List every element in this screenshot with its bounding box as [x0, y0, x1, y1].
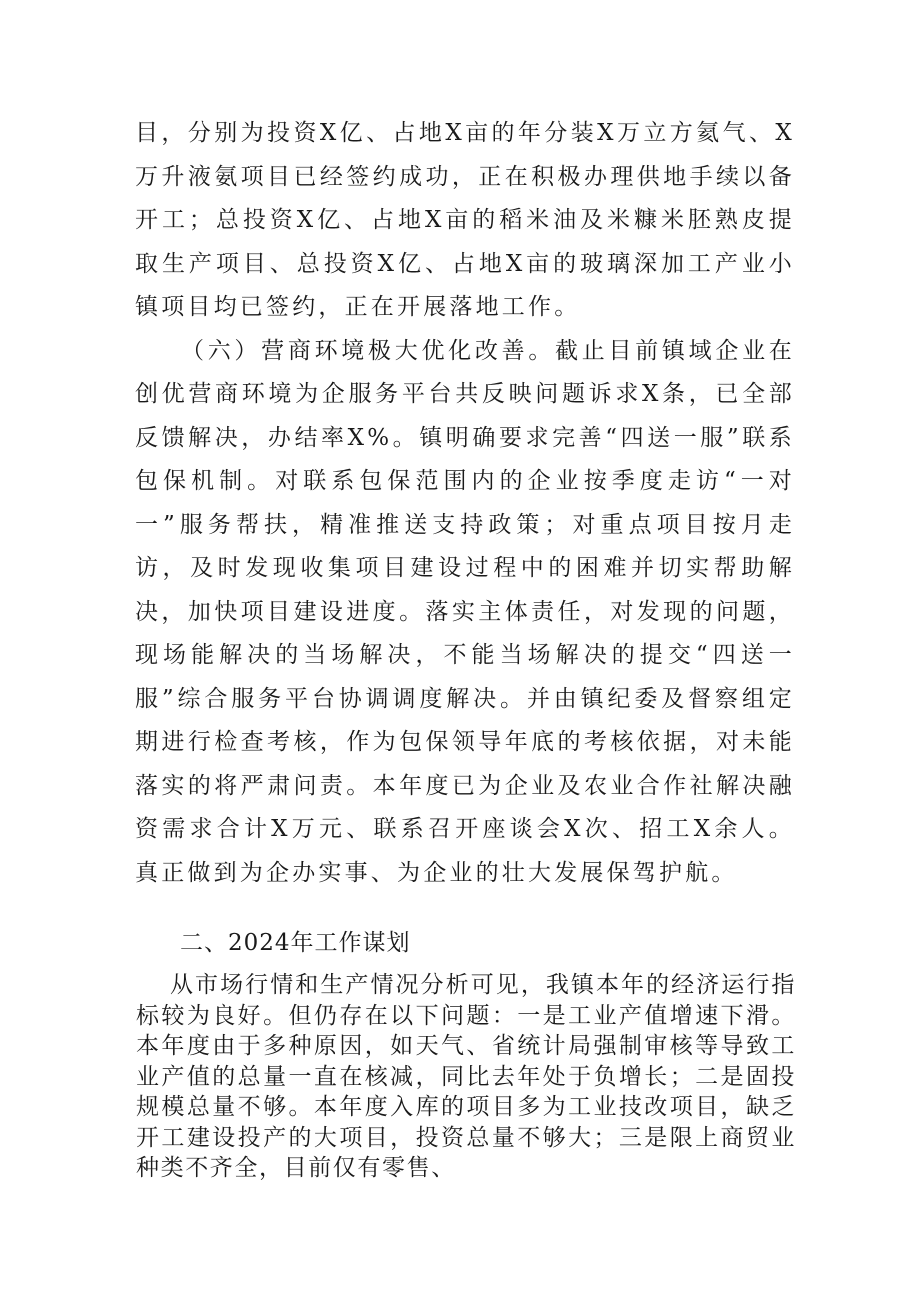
- body-text: [135, 112, 795, 895]
- paragraph-work-plan: 从市场行情和生产情况分析可见，我镇本年的经济运行指标较为良好。但仍存在以下问题：一是工业产值增速下滑。本年度由于多种原因，如天气、省统计局强制审核等导致工业产值的总量一直在核减，同比去年处于负增长；二是固投规模总量不够。本年度入库的项目多为工业技改项目，缺乏开工建设投产的大项目，投资总量不够大；三是限上商贸业种类不齐全，目前仅有零售、: [136, 972, 796, 1181]
- paragraph-business-environment: （六）营商环境极大优化改善。截止目前镇域企业在创优营商环境为企服务平台共反映问题诉求X条，已全部反馈解决，办结率X%。镇明确要求完善“四送一服”联系包保机制。对联系包保范围内的企业按季度走访“一对一”服务帮扶，精准推送支持政策；对重点项目按月走访，及时发现收集项目建设过程中的困难并切实帮助解决，加快项目建设进度。落实主体责任，对发现的问题，现场能解决的当场解决，不能当场解决的提交“四送一服”综合服务平台协调调度解决。并由镇纪委及督察组定期进行检查考核，作为包保领导年底的考核依据，对未能落实的将严肃问责。本年度已为企业及农业合作社解决融资需求合计X万元、联系召开座谈会X次、招工X余人。真正做到为企办实事、为企业的壮大发展保驾护航。: [135, 337, 795, 886]
- paragraph-continuation: 目，分别为投资X亿、占地X亩的年分装X万立方氦气、X万升液氨项目已经签约成功，正在积极办理供地手续以备开工；总投资X亿、占地X亩的稻米油及米糠米胚熟皮提取生产项目、总投资X亿、占地X亩的玻璃深加工产业小镇项目均已签约，正在开展落地工作。: [135, 120, 795, 320]
- section-heading: 二、2024年工作谋划: [180, 930, 411, 956]
